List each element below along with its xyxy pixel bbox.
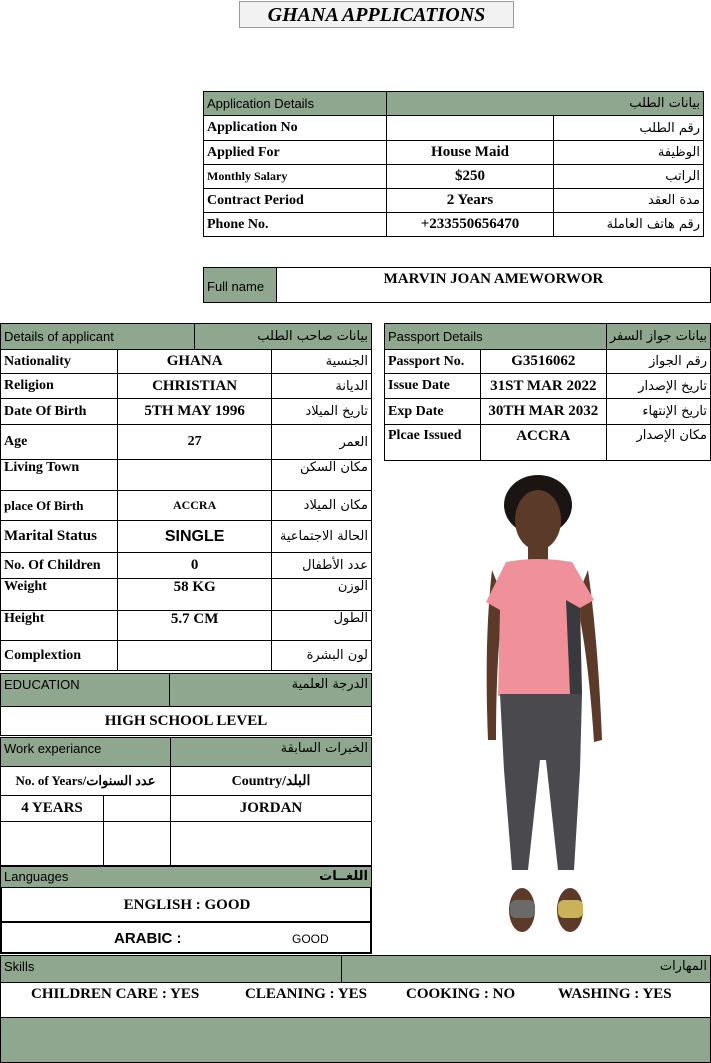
applicant-ar-nationality: الجنسية <box>272 350 372 374</box>
photo-right-sandal <box>558 900 583 918</box>
language-arabic-label: ARABIC : <box>114 930 182 947</box>
education-header-ar: الدرجة العلمية <box>170 674 372 707</box>
languages-divider <box>2 921 372 923</box>
passport-label-expiry: Exp Date <box>385 399 481 425</box>
skill-washing: WASHING : YES <box>558 986 672 1002</box>
work-country: JORDAN <box>171 796 372 822</box>
applicant-value-birthplace: ACCRA <box>118 491 272 521</box>
applicant-label-marital: Marital Status <box>1 521 118 553</box>
applicant-label-weight: Weight <box>1 579 118 611</box>
work-header-ar: الخبرات السابقة <box>171 738 372 767</box>
passport-value-issue: 31ST MAR 2022 <box>480 374 606 399</box>
app-ar-salary: الراتب <box>554 165 704 189</box>
applicant-ar-complexion: لون البشرة <box>272 641 372 671</box>
work-empty-3 <box>171 822 372 866</box>
applicant-ar-living-town: مكان السكن <box>272 460 372 491</box>
applicant-label-complexion: Complextion <box>1 641 118 671</box>
app-value-phone: +233550656470 <box>387 213 554 237</box>
applicant-label-dob: Date Of Birth <box>1 399 118 425</box>
applicant-header-ar: بيانات صاحب الطلب <box>195 324 372 350</box>
applicant-ar-dob: تاريخ الميلاد <box>272 399 372 425</box>
skills-row <box>0 983 711 1018</box>
passport-label-number: Passport No. <box>385 350 481 374</box>
language-english: ENGLISH : GOOD <box>123 897 251 913</box>
work-years: 4 YEARS <box>1 796 104 822</box>
applicant-ar-height: الطول <box>272 611 372 641</box>
application-header-ar: بيانات الطلب <box>387 92 704 116</box>
application-details-table <box>203 91 704 237</box>
applicant-label-children: No. Of Children <box>1 553 118 579</box>
fullname-value: MARVIN JOAN AMEWORWOR <box>277 268 711 303</box>
passport-label-issue: Issue Date <box>385 374 481 399</box>
applicant-label-age: Age <box>1 425 118 460</box>
passport-value-expiry: 30TH MAR 2032 <box>480 399 606 425</box>
app-value-number <box>387 116 554 141</box>
app-value-applied-for: House Maid <box>387 141 554 165</box>
work-empty-2 <box>104 822 171 866</box>
applicant-label-nationality: Nationality <box>1 350 118 374</box>
work-col-country: Country/البلد <box>171 767 372 796</box>
app-value-salary: $250 <box>387 165 554 189</box>
skills-header-divider <box>341 956 342 982</box>
applicant-ar-children: عدد الأطفال <box>272 553 372 579</box>
skills-header <box>0 955 711 983</box>
app-label-phone: Phone No. <box>204 213 387 237</box>
photo-left-sandal <box>510 900 535 918</box>
applicant-photo <box>470 470 620 940</box>
photo-pants <box>500 694 582 870</box>
app-label-salary: Monthly Salary <box>204 165 387 189</box>
fullname-label: Full name <box>204 268 277 303</box>
applicant-ar-birthplace: مكان الميلاد <box>272 491 372 521</box>
languages-header <box>0 866 372 888</box>
language-arabic-value: GOOD <box>292 932 329 946</box>
app-ar-number: رقم الطلب <box>554 116 704 141</box>
work-experience-table <box>0 737 372 866</box>
app-label-applied-for: Applied For <box>204 141 387 165</box>
page-title: GHANA APPLICATIONS <box>267 4 486 26</box>
applicant-value-religion: CHRISTIAN <box>118 374 272 399</box>
applicant-value-living-town <box>118 460 272 491</box>
applicant-ar-age: العمر <box>272 425 372 460</box>
applicant-header-en: Details of applicant <box>1 324 195 350</box>
app-ar-phone: رقم هاتف العاملة <box>554 213 704 237</box>
applicant-value-height: 5.7 CM <box>118 611 272 641</box>
footer-band <box>0 1018 711 1063</box>
app-label-number: Application No <box>204 116 387 141</box>
applicant-ar-religion: الديانة <box>272 374 372 399</box>
passport-header-ar: بيانات جواز السفر <box>606 324 710 350</box>
passport-header-en: Passport Details <box>385 324 607 350</box>
app-label-contract: Contract Period <box>204 189 387 213</box>
application-header-en: Application Details <box>204 92 387 116</box>
skill-cooking: COOKING : NO <box>406 986 516 1002</box>
passport-details-table <box>384 323 711 461</box>
page-title-box <box>239 1 514 28</box>
applicant-details-table <box>0 323 372 671</box>
skill-cleaning: CLEANING : YES <box>245 986 367 1002</box>
applicant-ar-weight: الوزن <box>272 579 372 611</box>
applicant-label-religion: Religion <box>1 374 118 399</box>
skills-header-ar: المهارات <box>659 959 707 974</box>
passport-value-number: G3516062 <box>480 350 606 374</box>
applicant-value-children: 0 <box>118 553 272 579</box>
passport-ar-issue: تاريخ الإصدار <box>606 374 710 399</box>
skills-header-en: Skills <box>4 959 35 974</box>
applicant-label-birthplace: place Of Birth <box>1 491 118 521</box>
applicant-value-marital: SINGLE <box>118 521 272 553</box>
work-years-extra <box>104 796 171 822</box>
applicant-value-weight: 58 KG <box>118 579 272 611</box>
applicant-label-height: Height <box>1 611 118 641</box>
passport-ar-number: رقم الجواز <box>606 350 710 374</box>
app-value-contract: 2 Years <box>387 189 554 213</box>
passport-label-place: Plcae Issued <box>385 425 481 461</box>
work-empty-1 <box>1 822 104 866</box>
education-header-en: EDUCATION <box>1 674 170 707</box>
applicant-value-age: 27 <box>118 425 272 460</box>
app-ar-applied-for: الوظيفة <box>554 141 704 165</box>
passport-value-place: ACCRA <box>480 425 606 461</box>
languages-header-en: Languages <box>4 869 69 884</box>
work-header-en: Work experiance <box>1 738 171 767</box>
applicant-value-nationality: GHANA <box>118 350 272 374</box>
applicant-label-living-town: Living Town <box>1 460 118 491</box>
applicant-value-complexion <box>118 641 272 671</box>
education-table <box>0 673 372 736</box>
skill-children-care: CHILDREN CARE : YES <box>31 986 200 1002</box>
photo-face <box>515 490 561 550</box>
app-ar-contract: مدة العقد <box>554 189 704 213</box>
applicant-ar-marital: الحالة الاجتماعية <box>272 521 372 553</box>
passport-ar-place: مكان الإصدار <box>606 425 710 461</box>
fullname-table <box>203 267 711 303</box>
passport-ar-expiry: تاريخ الإنتهاء <box>606 399 710 425</box>
work-col-years: No. of Years/عدد السنوات <box>1 767 171 796</box>
languages-header-ar: اللغــات <box>319 869 368 884</box>
languages-box <box>0 888 372 954</box>
education-value: HIGH SCHOOL LEVEL <box>1 707 372 736</box>
applicant-value-dob: 5TH MAY 1996 <box>118 399 272 425</box>
